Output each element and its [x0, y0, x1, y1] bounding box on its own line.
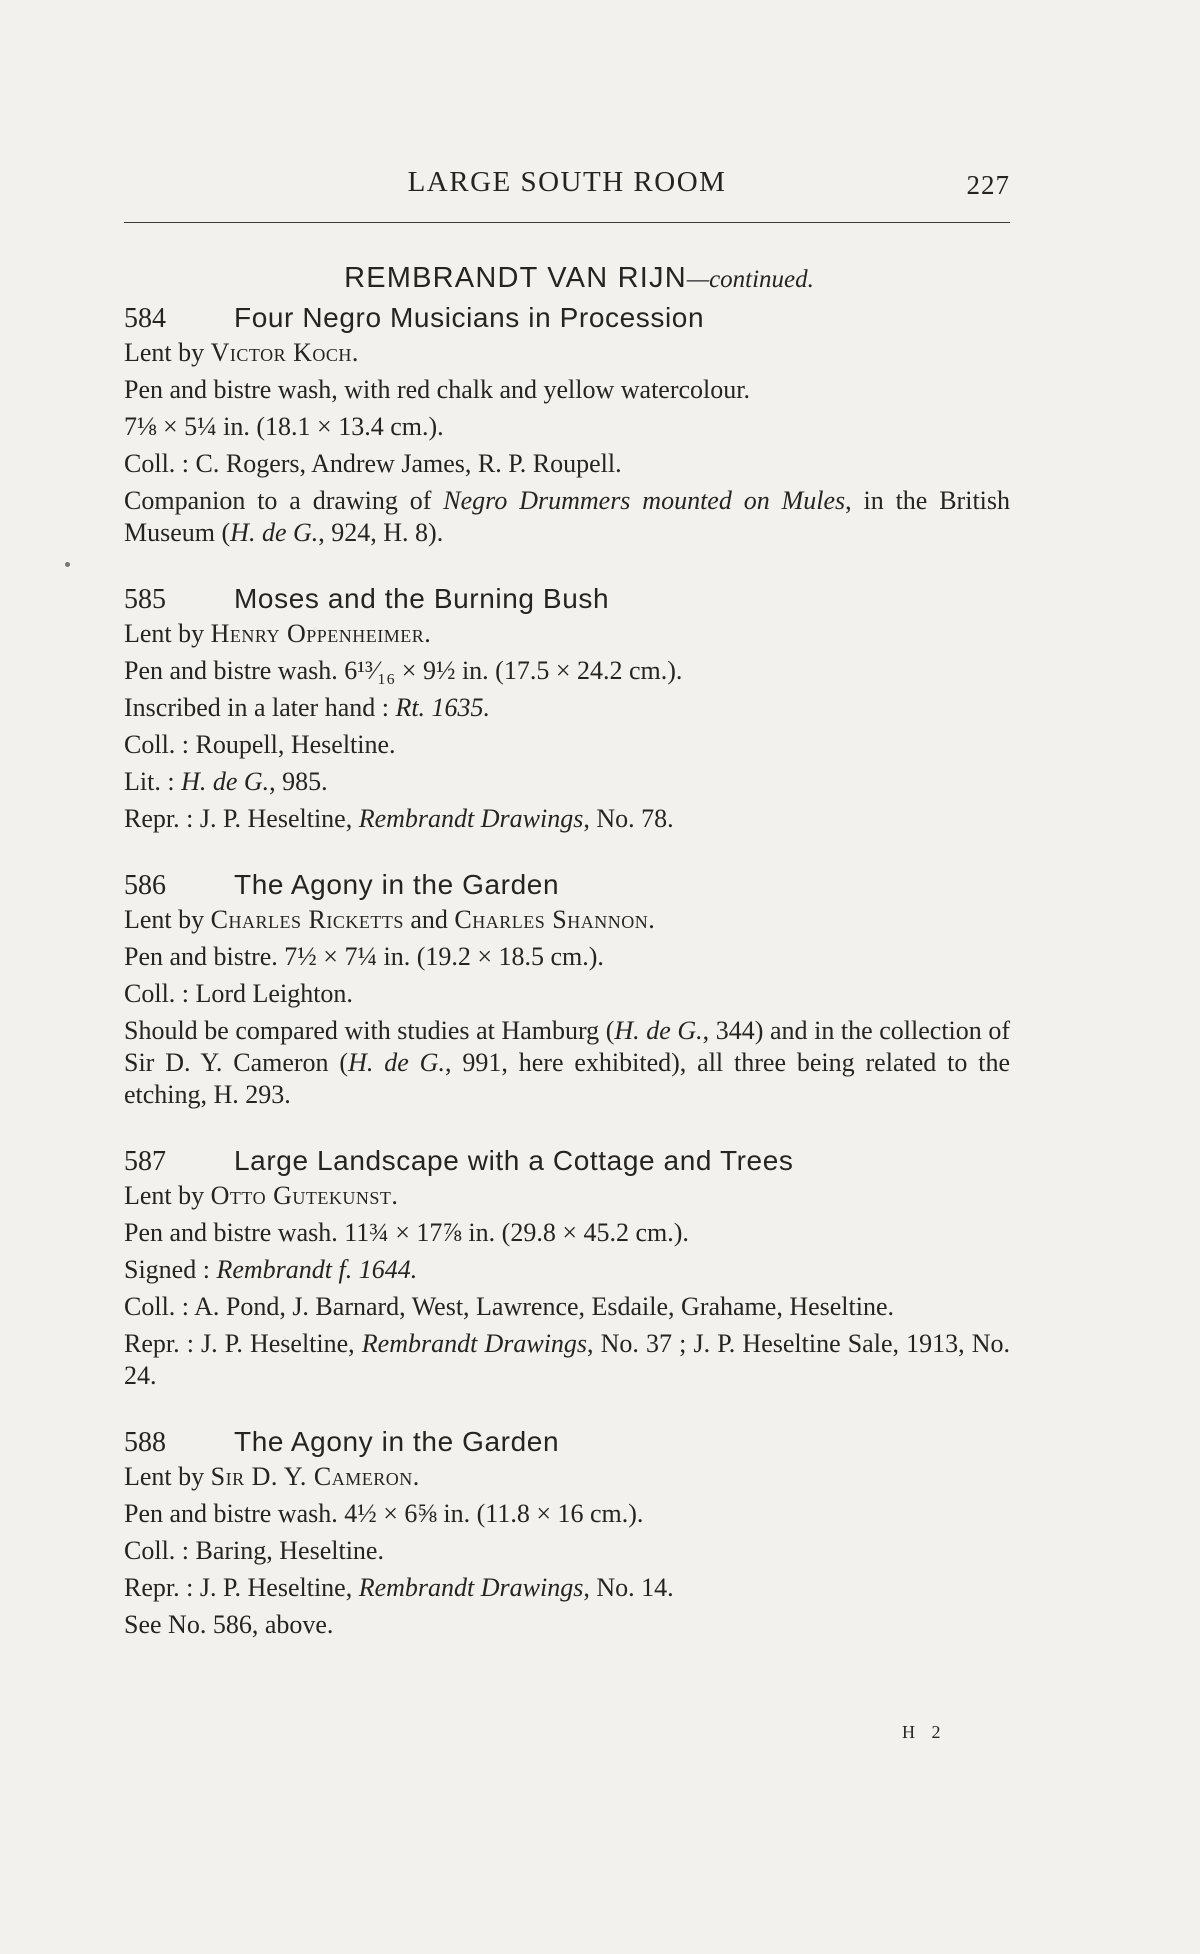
note-text: Companion to a drawing of	[124, 486, 444, 515]
entry-title: Moses and the Burning Bush	[234, 583, 610, 614]
lender-name: Otto Gutekunst	[210, 1181, 392, 1210]
collection-line: Coll. : Baring, Heseltine.	[124, 1536, 384, 1565]
repr-text: Repr. : J. P. Heseltine,	[124, 1573, 359, 1602]
repr-text: Repr. : J. P. Heseltine,	[124, 1329, 362, 1358]
repr-text: , No. 78.	[583, 804, 674, 833]
entry-title: The Agony in the Garden	[234, 1426, 560, 1457]
lent-suffix: .	[391, 1181, 398, 1210]
repr-text: Repr. : J. P. Heseltine,	[124, 804, 359, 833]
catalogue-entry	[124, 1145, 1010, 1392]
section-heading	[148, 262, 1010, 296]
signature-mark: H 2	[902, 1722, 947, 1742]
lent-prefix: Lent by	[124, 1181, 211, 1210]
note-italic: H. de G.	[348, 1048, 445, 1077]
entry-heading	[124, 1145, 1010, 1178]
margin-mark	[65, 562, 70, 567]
signed-italic: Rembrandt f. 1644.	[216, 1255, 418, 1284]
repr-text: , No. 14.	[583, 1573, 674, 1602]
lender-name: Henry Oppenheimer	[210, 619, 425, 648]
note-text: , 924, H. 8).	[318, 518, 444, 547]
reproduction-line	[124, 1328, 1010, 1392]
note-italic: H. de G.	[230, 518, 319, 547]
size-line: Pen and bistre. 7½ × 7¼ in. (19.2 × 18.5 cm.).	[124, 942, 604, 971]
lent-suffix: .	[648, 905, 655, 934]
lender-line	[124, 1180, 1010, 1212]
lender-name: Charles Shannon	[454, 905, 649, 934]
entry-title: Four Negro Musicians in Procession	[234, 302, 705, 333]
note-text: , 344) and in the collection of Sir D. Y. Cameron (	[124, 1016, 1011, 1077]
note-italic: Negro Drummers mounted on Mules	[443, 486, 846, 515]
lent-suffix: .	[351, 338, 359, 367]
lender-name: Victor Koch	[210, 338, 352, 367]
collection-line: Coll. : Roupell, Heseltine.	[124, 730, 396, 759]
lent-prefix: Lent by	[124, 619, 211, 648]
literature-text: , 985.	[269, 767, 328, 796]
lender-line	[124, 618, 1010, 650]
entry-heading	[124, 302, 1010, 335]
lender-line	[124, 337, 1010, 369]
note-paragraph	[124, 1015, 1010, 1111]
see-also-line: See No. 586, above.	[124, 1610, 334, 1639]
repr-italic: Rembrandt Drawings	[358, 804, 584, 833]
repr-text: , No. 37 ; J. P. Heseltine Sale, 1913, No. 24.	[124, 1329, 1010, 1390]
lent-prefix: Lent by	[124, 1462, 211, 1491]
signed-text: Signed :	[124, 1255, 217, 1284]
entry-number: 588	[124, 1427, 166, 1458]
inscription-text: Inscribed in a later hand :	[124, 693, 396, 722]
note-italic: H. de G.	[614, 1016, 703, 1045]
size-line: Pen and bistre wash. 11¾ × 17⅞ in. (29.8 × 45.2 cm.).	[124, 1218, 689, 1247]
lender-name: Sir D. Y. Cameron	[210, 1462, 413, 1491]
literature-text: Lit. :	[124, 767, 182, 796]
lent-prefix: Lent by	[124, 905, 211, 934]
entry-title: The Agony in the Garden	[234, 869, 560, 900]
running-title: LARGE SOUTH ROOM	[407, 166, 727, 198]
entry-heading	[124, 583, 1010, 616]
entry-title: Large Landscape with a Cottage and Trees	[234, 1145, 794, 1176]
reproduction-line	[124, 1572, 1010, 1604]
entry-number: 584	[124, 303, 166, 334]
lender-line	[124, 1461, 1010, 1493]
collection-line: Coll. : A. Pond, J. Barnard, West, Lawrence, Esdaile, Grahame, Heseltine.	[124, 1292, 895, 1321]
artist-name: REMBRANDT VAN RIJN	[344, 262, 687, 294]
lender-name: Charles Ricketts	[210, 905, 404, 934]
inscription-line	[124, 692, 1010, 724]
page-number: 227	[966, 170, 1010, 200]
repr-italic: Rembrandt Drawings	[361, 1329, 588, 1358]
size-line: 7⅛ × 5¼ in. (18.1 × 13.4 cm.).	[124, 412, 444, 441]
collection-line: Coll. : C. Rogers, Andrew James, R. P. Roupell.	[124, 449, 622, 478]
catalogue-entry	[124, 1426, 1010, 1641]
header-rule	[124, 222, 1010, 223]
catalogue-entry	[124, 583, 1010, 835]
entry-number: 587	[124, 1146, 166, 1177]
note-text: , in the British Museum (	[124, 486, 1011, 547]
signed-line	[124, 1254, 1010, 1286]
literature-line	[124, 766, 1010, 798]
page-body	[124, 262, 1010, 1675]
reproduction-line	[124, 803, 1010, 835]
repr-italic: Rembrandt Drawings	[358, 1573, 584, 1602]
lender-line	[124, 904, 1010, 936]
lent-suffix: .	[412, 1462, 420, 1491]
lent-suffix: .	[424, 619, 431, 648]
entry-heading	[124, 869, 1010, 902]
size-line: Pen and bistre wash. 6¹³⁄₁₆ × 9½ in. (17.5 × 24.2 cm.).	[124, 656, 683, 685]
running-head	[124, 160, 1010, 220]
literature-italic: H. de G.	[181, 767, 270, 796]
continued-label: —continued.	[686, 266, 814, 293]
note-paragraph	[124, 485, 1010, 549]
inscription-italic: Rt. 1635.	[395, 693, 491, 722]
entry-heading	[124, 1426, 1010, 1459]
size-line: Pen and bistre wash. 4½ × 6⅝ in. (11.8 × 16 cm.).	[124, 1499, 644, 1528]
entry-number: 585	[124, 584, 166, 615]
note-text: Should be compared with studies at Hamburg (	[124, 1016, 615, 1045]
medium-line: Pen and bistre wash, with red chalk and yellow watercolour.	[124, 375, 750, 404]
collection-line: Coll. : Lord Leighton.	[124, 979, 353, 1008]
note-text: , 991, here exhibited), all three being related to the etching, H. 293.	[124, 1048, 1011, 1109]
entry-number: 586	[124, 870, 166, 901]
lent-mid: and	[403, 905, 455, 934]
catalogue-entry	[124, 869, 1010, 1111]
lent-prefix: Lent by	[124, 338, 211, 367]
catalogue-entry	[124, 302, 1010, 549]
